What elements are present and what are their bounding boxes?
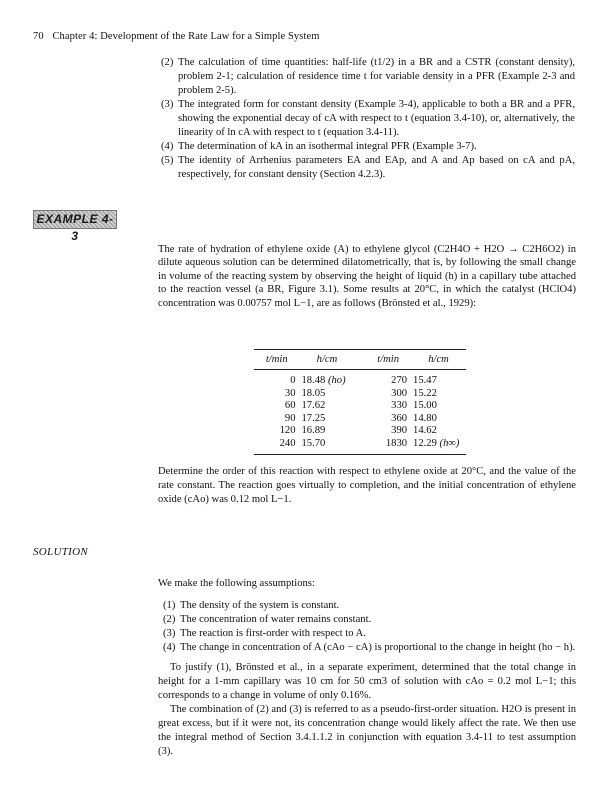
table-row [254, 400, 466, 413]
time-cell: 330 [391, 400, 408, 412]
column-header: t/min [365, 350, 411, 370]
item-text: The determination of kA in an isothermal integral PFR (Example 3-7). [178, 141, 477, 152]
running-header [33, 31, 320, 42]
solution-paragraph: To justify (1), Brönsted et al., in a separate experiment, determined that the total change in height for a 1-mm capillary was 10 cm for 50 cm3 of solution with cAo = 0.2 mol L−1; this corresponds to a change in volume of only 0.16%. [158, 662, 576, 701]
column-header: t/min [254, 350, 299, 370]
example-label: EXAMPLE 4-3 [33, 210, 117, 229]
height-note: (h∞) [439, 437, 460, 449]
height-value: 18.48 [301, 375, 326, 386]
height-cell [411, 413, 466, 426]
assumption-item [163, 599, 576, 613]
assumption-number: (4) [163, 642, 176, 653]
table-row [254, 413, 466, 426]
solution-paragraph: The combination of (2) and (3) is referred to as a pseudo-first-order situation. H2O is present in great excess, but if it were not, its concentration change would likely affect the rate. We then use the integral method of Section 3.4.1.1.2 in conjunction with equation 3.4-11 to test assumption (3). [158, 704, 576, 757]
time-cell: 90 [284, 412, 296, 424]
height-value: 16.89 [301, 425, 326, 437]
height-value: 15.00 [413, 400, 437, 412]
table-row [254, 438, 466, 454]
height-value: 14.80 [413, 412, 437, 424]
assumption-text: The density of the system is constant. [180, 600, 340, 611]
numbered-list [163, 56, 575, 182]
column-header: h/cm [411, 350, 466, 370]
assumption-number: (3) [163, 628, 176, 639]
assumption-item [163, 613, 576, 627]
item-number: (2) [161, 57, 174, 68]
height-value: 15.22 [413, 387, 437, 399]
page-number: 70 [33, 31, 44, 42]
list-item [163, 56, 575, 98]
list-item [163, 154, 575, 182]
time-cell: 120 [279, 425, 296, 437]
height-note: (ho) [327, 375, 346, 386]
item-number: (5) [161, 155, 174, 166]
height-value: 17.25 [301, 412, 326, 424]
solution-body [158, 577, 576, 759]
assumption-text: The change in concentration of A (cAo − cA) is proportional to the change in height (ho − h). [180, 642, 576, 653]
table-row [254, 425, 466, 438]
height-cell [299, 413, 354, 426]
time-cell: 1830 [365, 438, 411, 454]
height-cell [299, 438, 354, 454]
list-item [163, 98, 575, 140]
item-number: (4) [161, 141, 174, 152]
assumption-text: The concentration of water remains constant. [180, 614, 372, 625]
height-cell [411, 370, 466, 388]
time-cell: 60 [284, 400, 296, 412]
table-header-row [254, 350, 466, 370]
assumption-number: (2) [163, 614, 176, 625]
assumption-item [163, 627, 576, 641]
table-row [254, 370, 466, 388]
height-value: 14.62 [413, 425, 437, 437]
time-cell: 0 [290, 375, 296, 386]
solution-label: SOLUTION [33, 546, 88, 558]
time-cell: 300 [391, 387, 408, 399]
height-cell [299, 370, 354, 388]
item-text: The calculation of time quantities: half-life (t1/2) in a BR and a CSTR (constant density), problem 2-1; calculation of residence time t for variable density in a PFR (Example 2-3 and problem 2-5). [178, 57, 575, 96]
height-value: 17.62 [301, 400, 326, 412]
time-cell: 270 [391, 375, 408, 386]
height-cell [299, 388, 354, 401]
chapter-title: Chapter 4: Development of the Rate Law for a Simple System [52, 31, 320, 42]
assumption-number: (1) [163, 600, 176, 611]
assumption-text: The reaction is first-order with respect to A. [180, 628, 366, 639]
time-cell: 390 [391, 425, 408, 437]
height-cell [411, 425, 466, 438]
height-cell [411, 438, 466, 454]
item-number: (3) [161, 99, 174, 110]
table-row [254, 388, 466, 401]
assumption-item [163, 641, 576, 655]
height-value: 15.47 [413, 375, 437, 386]
time-cell: 240 [254, 438, 299, 454]
time-cell: 30 [284, 387, 296, 399]
item-text: The integrated form for constant density (Example 3-4), applicable to both a BR and a PFR, showing the exponential decay of cA with respect to t (equation 3.4-10), or, alternatively, the linearity of ln cA with respect to t (equation 3.4-11). [178, 99, 575, 138]
example-problem-text: The rate of hydration of ethylene oxide (A) to ethylene glycol (C2H4O + H2O → C2H6O2) in dilute aqueous solution can be determined dilatometrically, that is, by following the small change in volume of the reacting system by observing the height of liquid (h) in a capillary tube attached to the reaction vessel (a BR, Figure 3.1). Some results at 20°C, in which the catalyst (HClO4) concentration was 0.00757 mol L−1, are as follows (Brönsted et al., 1929): [158, 244, 576, 309]
solution-intro: We make the following assumptions: [158, 578, 315, 589]
height-value: 18.05 [301, 387, 326, 399]
height-cell [411, 400, 466, 413]
height-value: 12.29 [413, 437, 437, 449]
height-cell [299, 400, 354, 413]
assumption-list [158, 599, 576, 655]
list-item [163, 140, 575, 154]
height-value: 15.70 [301, 437, 326, 449]
height-cell [299, 425, 354, 438]
example-question-text: Determine the order of this reaction with respect to ethylene oxide at 20°C, and the value of the rate constant. The reaction goes virtually to completion, and the initial concentration of ethylene oxide (cAo) was 0.12 mol L−1. [158, 466, 576, 505]
height-cell [411, 388, 466, 401]
column-header: h/cm [299, 350, 354, 370]
time-cell: 360 [391, 412, 408, 424]
column-spacer [354, 350, 365, 370]
item-text: The identity of Arrhenius parameters EA and EAp, and A and Ap based on cA and pA, respectively, for constant density (Section 4.2.3). [178, 155, 575, 180]
data-table [254, 349, 466, 455]
